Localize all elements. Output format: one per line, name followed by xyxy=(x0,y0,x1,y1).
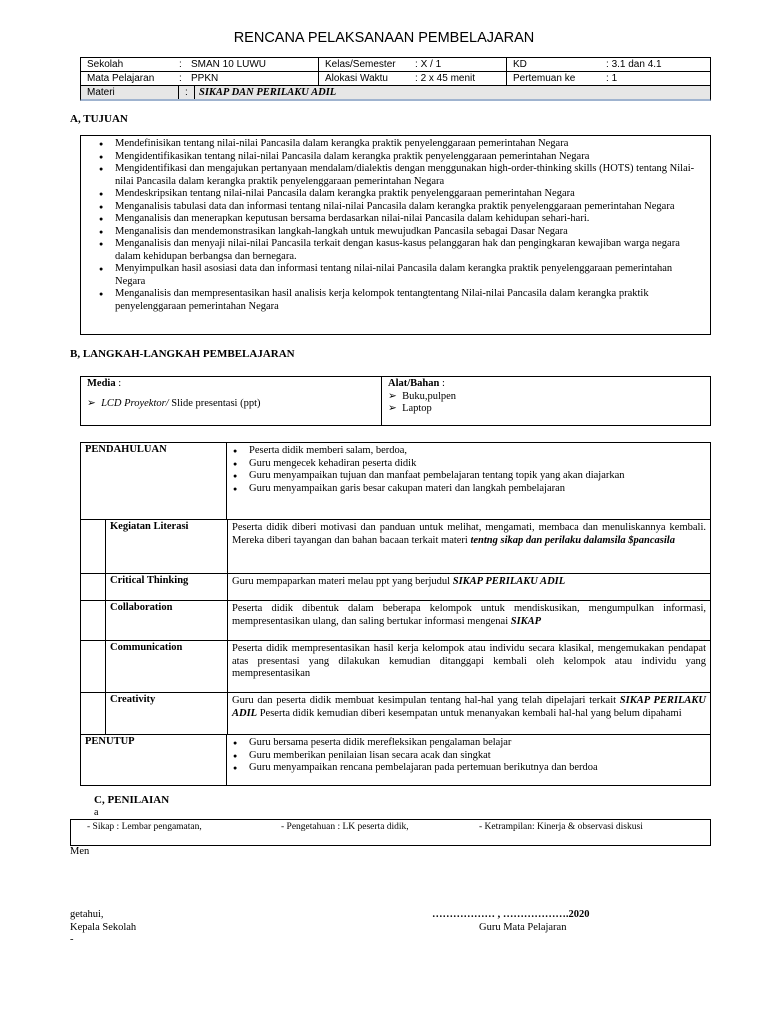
materi-label: Materi xyxy=(81,86,179,99)
footer-getahui: getahui, xyxy=(70,909,104,920)
penutup-row xyxy=(81,735,710,785)
mapel-value: : PPKN xyxy=(179,73,219,84)
creat-row xyxy=(81,693,710,735)
media-colon: : xyxy=(118,378,122,389)
list-item: ● Mendefinisikan tentang nilai-nilai Pancasila dalam kerangka praktik penyelenggaraan pemerintahan Negara xyxy=(93,138,704,151)
sekolah-value: : SMAN 10 LUWU xyxy=(179,59,267,70)
list-item: ● Menyimpulkan hasil asosiasi data dan informasi tentang nilai-nilai Pancasila dalam kerangka praktik penyelenggaraan pemerintahan Negara xyxy=(93,263,704,288)
list-item: ● Menganalisis dan menyaji nilai-nilai Pancasila terkait dengan kasus-kasus pelanggaran hak dan pengingkaran kewajiban warga negara dalam kehidupan berbangsa dan bernegara. xyxy=(93,238,704,263)
critical-row xyxy=(81,574,710,601)
signature-dash: - xyxy=(70,934,74,945)
kegiatan-table xyxy=(80,442,711,786)
collab-row xyxy=(81,601,710,641)
list-item: ● Mengidentifikasi dan mengajukan pertanyaan mendalam/dialektis dengan menggunakan high-order-thinking skills (HOTS) tentang Nilai-nilai Pancasila dalam kerangka praktik penyelenggaraan pemerintahan Negara xyxy=(93,163,704,188)
identity-table xyxy=(80,57,711,101)
penilaian-heading: C, PENILAIAN xyxy=(94,794,170,806)
penutup-list xyxy=(227,737,706,775)
pertemuan-cell: Pertemuan ke : 1 xyxy=(506,72,710,85)
literasi-row xyxy=(81,520,710,574)
list-item: ● Menganalisis dan mendemonstrasikan langkah-langkah untuk mewujudkan Pancasila sebagai Dasar Negara xyxy=(93,226,704,239)
tujuan-list xyxy=(93,138,704,313)
kd-cell: KD : 3.1 dan 4.1 xyxy=(506,58,710,71)
media-label: Media xyxy=(87,378,116,389)
alat-cell xyxy=(382,377,710,425)
media-cell xyxy=(81,377,382,425)
list-item: ● Guru menyampaikan rencana pembelajaran pada pertemuan berikutnya dan berdoa xyxy=(227,762,706,775)
penilaian-ketrampilan: - Ketrampilan: Kinerja & observasi diskusi xyxy=(479,822,643,832)
list-item: ● Guru menyampaikan garis besar cakupan materi dan langkah pembelajaran xyxy=(227,483,706,496)
list-item: ● Menganalisis dan menerapkan keputusan bersama berdasarkan nilai-nilai Pancasila dalam kehidupan sehari-hari. xyxy=(93,213,704,226)
comm-text: Peserta didik mempresentasikan hasil kerja kelompok atau individu secara klasikal, mengemukakan pendapat atas presentasi yang dilakukan kemudian ditanggapi kembali oleh kelompok atau individu yang mempresentasikan xyxy=(232,643,706,679)
stray-letter: a xyxy=(94,807,99,818)
mapel-label: Mata Pelajaran xyxy=(87,73,155,84)
creat-text: Guru dan peserta didik membuat kesimpulan tentang hal-hal yang telah dipelajari terkait SIKAP PERILAKU ADIL Peserta didik kemudian diberi kesempatan untuk menanyakan kembali hal-hal yang belum dipahami xyxy=(232,695,706,719)
comm-label: Communication xyxy=(106,641,228,692)
materi-colon: : xyxy=(179,86,195,99)
kepala-sekolah: Kepala Sekolah xyxy=(70,922,137,933)
alat-item: ➢ Buku,pulpen xyxy=(388,390,457,402)
penilaian-box xyxy=(70,819,711,846)
guru-mapel: Guru Mata Pelajaran xyxy=(479,922,567,933)
penilaian-pengetahuan: - Pengetahuan : LK peserta didik, xyxy=(281,822,409,832)
identity-row-3 xyxy=(81,86,710,99)
media-item: ➢ LCD Proyektor/ Slide presentasi (ppt) xyxy=(87,397,261,409)
alat-colon: : xyxy=(441,378,445,389)
alokasi-cell: Alokasi Waktu : 2 x 45 menit xyxy=(318,72,506,85)
media-box xyxy=(80,376,711,426)
penilaian-sikap: - Sikap : Lembar pengamatan, xyxy=(87,822,202,832)
list-item: ● Peserta didik memberi salam, berdoa, xyxy=(227,445,706,458)
footer-men: Men xyxy=(70,846,90,857)
creat-label: Creativity xyxy=(106,693,228,734)
list-item: ● Guru mengecek kehadiran peserta didik xyxy=(227,458,706,471)
literasi-label: Kegiatan Literasi xyxy=(106,520,228,573)
list-item: ● Guru memberikan penilaian lisan secara acak dan singkat xyxy=(227,750,706,763)
critical-label: Critical Thinking xyxy=(106,574,228,600)
tujuan-heading: A, TUJUAN xyxy=(70,113,128,125)
identity-row-1 xyxy=(81,58,710,72)
list-item: ● Menganalisis tabulasi data dan informasi tentang nilai-nilai Pancasila dalam kerangka praktik penyelenggaraan pemerintahan Negara xyxy=(93,201,704,214)
tujuan-box xyxy=(80,135,711,335)
critical-text: Guru mempaparkan materi melau ppt yang berjudul SIKAP PERILAKU ADIL xyxy=(232,576,566,587)
sekolah-label: Sekolah xyxy=(87,59,124,70)
pendahuluan-list xyxy=(227,445,706,495)
alat-label: Alat/Bahan xyxy=(388,378,440,389)
collab-label: Collaboration xyxy=(106,601,228,640)
materi-value: SIKAP DAN PERILAKU ADIL xyxy=(199,87,337,98)
langkah-heading: B, LANGKAH-LANGKAH PEMBELAJARAN xyxy=(70,348,295,360)
collab-text: Peserta didik dibentuk dalam beberapa kelompok untuk mendiskusikan, mengumpulkan informasi, mempresentasikan ulang, dan saling bertukar informasi mengenai SIKAP xyxy=(232,603,706,627)
page-title: RENCANA PELAKSANAAN PEMBELAJARAN xyxy=(233,30,535,46)
identity-row-2 xyxy=(81,72,710,86)
kelas-cell: Kelas/Semester : X / 1 xyxy=(318,58,506,71)
list-item: ● Menganalisis dan mempresentasikan hasil analisis kerja kelompok tentangtentang Nilai-nilai Pancasila dalam kerangka praktik penyelenggaraan pemerintahan Negara xyxy=(93,288,704,313)
list-item: ● Guru menyampaikan tujuan dan manfaat pembelajaran tentang topik yang akan diajarkan xyxy=(227,470,706,483)
signature-date: ……………… , ……………….2020 xyxy=(432,909,590,920)
pendahuluan-row xyxy=(81,443,710,520)
pendahuluan-label: PENDAHULUAN xyxy=(81,443,227,519)
comm-row xyxy=(81,641,710,693)
penutup-label: PENUTUP xyxy=(81,735,227,785)
list-item: ● Mengidentifikasikan tentang nilai-nilai Pancasila dalam kerangka praktik penyelenggaraan pemerintahan Negara xyxy=(93,151,704,164)
list-item: ● Mendeskripsikan tentang nilai-nilai Pancasila dalam kerangka praktik penyelenggaraan pemerintahan Negara xyxy=(93,188,704,201)
list-item: ● Guru bersama peserta didik merefleksikan pengalaman belajar xyxy=(227,737,706,750)
alat-item: ➢ Laptop xyxy=(388,403,432,414)
literasi-text: Peserta didik diberi motivasi dan panduan untuk melihat, mengamati, membaca dan menuliskannya kembali. Mereka diberi tayangan dan bahan bacaan terkait materi tentng sikap dan perilaku dalamsila $pancasila xyxy=(232,522,706,546)
